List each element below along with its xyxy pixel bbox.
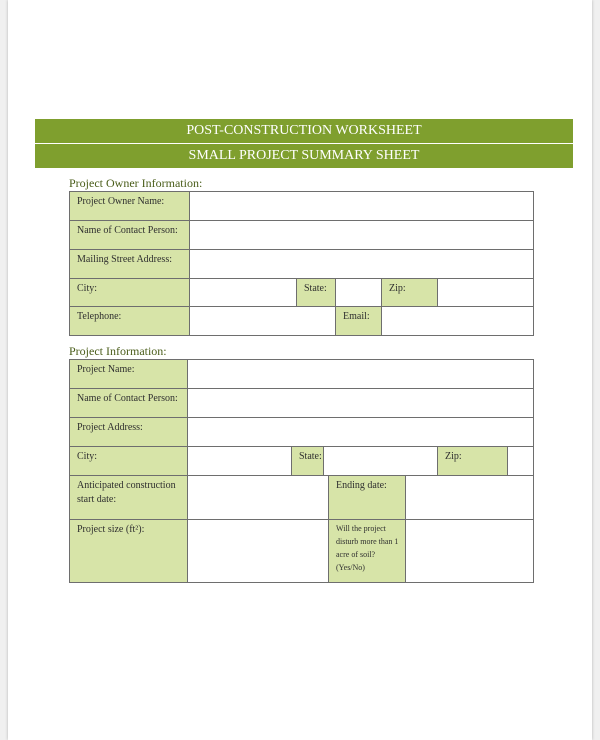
- table-row: [70, 279, 534, 308]
- table-row: [70, 447, 534, 476]
- project-zip-label: Zip:: [438, 447, 508, 476]
- project-dates-table: [69, 475, 534, 583]
- owner-city-field[interactable]: [190, 279, 297, 308]
- owner-info-table: [69, 191, 534, 308]
- table-row: [70, 418, 534, 447]
- table-row: [70, 307, 534, 336]
- disturb-soil-line3: acre of soil?: [336, 550, 376, 559]
- owner-mailing-address-field[interactable]: [190, 250, 534, 279]
- ending-date-label: Ending date:: [329, 476, 406, 520]
- owner-city-label: City:: [70, 279, 190, 308]
- table-row: [70, 476, 534, 520]
- table-row: [70, 221, 534, 250]
- owner-zip-label: Zip:: [382, 279, 438, 308]
- project-name-field[interactable]: [188, 360, 534, 389]
- owner-name-label: Project Owner Name:: [70, 192, 190, 221]
- owner-mailing-address-label: Mailing Street Address:: [70, 250, 190, 279]
- owner-state-field[interactable]: [336, 279, 382, 308]
- owner-state-label: State:: [297, 279, 336, 308]
- owner-contact-label: Name of Contact Person:: [70, 221, 190, 250]
- worksheet-title: POST-CONSTRUCTION WORKSHEET: [35, 119, 573, 143]
- owner-contact-field[interactable]: [190, 221, 534, 250]
- disturb-soil-field[interactable]: [406, 520, 534, 583]
- owner-zip-field[interactable]: [438, 279, 534, 308]
- project-size-label: Project size (ft²):: [70, 520, 188, 583]
- table-row: [70, 389, 534, 418]
- start-date-label-line2: start date:: [77, 494, 117, 505]
- project-section-heading: Project Information:: [69, 344, 167, 358]
- start-date-field[interactable]: [188, 476, 329, 520]
- owner-telephone-label: Telephone:: [70, 307, 190, 336]
- disturb-soil-line1: Will the project: [336, 524, 386, 533]
- project-state-field[interactable]: [324, 447, 438, 476]
- disturb-soil-line2: disturb more than 1: [336, 537, 399, 546]
- document-page: [8, 0, 592, 740]
- project-name-label: Project Name:: [70, 360, 188, 389]
- owner-email-field[interactable]: [382, 307, 534, 336]
- project-city-label: City:: [70, 447, 188, 476]
- project-zip-field[interactable]: [508, 447, 534, 476]
- table-row: [70, 250, 534, 279]
- owner-telephone-field[interactable]: [190, 307, 336, 336]
- table-row: [70, 360, 534, 389]
- owner-section-heading: Project Owner Information:: [69, 176, 203, 190]
- table-row: [70, 520, 534, 583]
- start-date-label-line1: Anticipated construction: [77, 480, 176, 491]
- project-contact-label: Name of Contact Person:: [70, 389, 188, 418]
- project-city-field[interactable]: [188, 447, 292, 476]
- owner-name-field[interactable]: [190, 192, 534, 221]
- project-contact-field[interactable]: [188, 389, 534, 418]
- table-row: [70, 192, 534, 221]
- ending-date-field[interactable]: [406, 476, 534, 520]
- project-address-field[interactable]: [188, 418, 534, 447]
- owner-email-label: Email:: [336, 307, 382, 336]
- project-address-label: Project Address:: [70, 418, 188, 447]
- start-date-label: [70, 476, 188, 520]
- owner-contact-table: [69, 306, 534, 336]
- disturb-soil-line4: (Yes/No): [336, 563, 365, 572]
- project-size-field[interactable]: [188, 520, 329, 583]
- disturb-soil-label: [329, 520, 406, 583]
- worksheet-subtitle: SMALL PROJECT SUMMARY SHEET: [35, 144, 573, 168]
- project-info-table: [69, 359, 534, 476]
- project-state-label: State:: [292, 447, 324, 476]
